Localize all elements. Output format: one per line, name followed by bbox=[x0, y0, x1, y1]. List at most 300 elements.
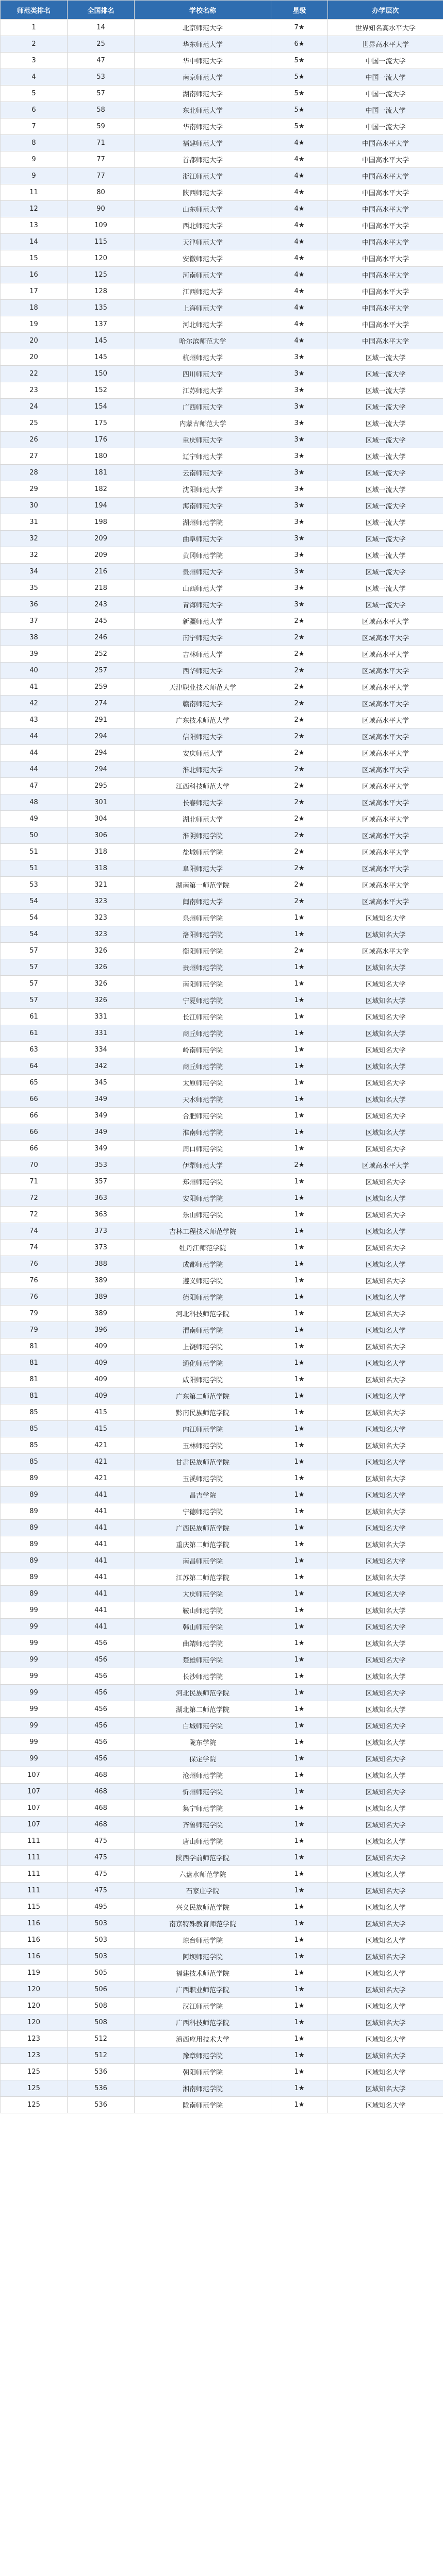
table-row bbox=[1, 1965, 443, 1981]
cell-national-rank: 243 bbox=[68, 597, 135, 613]
cell-star-level: 2★ bbox=[271, 663, 328, 679]
cell-school-name: 岭南师范学院 bbox=[135, 1042, 271, 1058]
cell-school-tier: 区域知名大学 bbox=[328, 1536, 443, 1553]
cell-star-level: 7★ bbox=[271, 20, 328, 36]
table-row bbox=[1, 679, 443, 696]
cell-star-level: 1★ bbox=[271, 976, 328, 992]
cell-star-level: 2★ bbox=[271, 712, 328, 728]
cell-teacher-rank: 9 bbox=[1, 151, 68, 168]
cell-teacher-rank: 81 bbox=[1, 1338, 68, 1355]
cell-school-name: 南阳师范学院 bbox=[135, 976, 271, 992]
cell-teacher-rank: 71 bbox=[1, 1174, 68, 1190]
cell-school-tier: 区域高水平大学 bbox=[328, 893, 443, 910]
cell-teacher-rank: 5 bbox=[1, 86, 68, 102]
cell-school-name: 海南师范大学 bbox=[135, 498, 271, 514]
cell-national-rank: 505 bbox=[68, 1965, 135, 1981]
cell-school-name: 通化师范学院 bbox=[135, 1355, 271, 1371]
cell-teacher-rank: 125 bbox=[1, 2064, 68, 2080]
cell-national-rank: 441 bbox=[68, 1586, 135, 1602]
table-row bbox=[1, 1174, 443, 1190]
cell-star-level: 4★ bbox=[271, 217, 328, 234]
table-row bbox=[1, 86, 443, 102]
cell-school-name: 滇西应用技术大学 bbox=[135, 2031, 271, 2047]
cell-teacher-rank: 107 bbox=[1, 1817, 68, 1833]
cell-school-tier: 区域一流大学 bbox=[328, 349, 443, 366]
cell-school-tier: 中国高水平大学 bbox=[328, 283, 443, 300]
cell-school-name: 黄冈师范学院 bbox=[135, 547, 271, 564]
table-row bbox=[1, 1141, 443, 1157]
cell-national-rank: 326 bbox=[68, 976, 135, 992]
table-row bbox=[1, 481, 443, 498]
cell-star-level: 1★ bbox=[271, 1883, 328, 1899]
cell-teacher-rank: 111 bbox=[1, 1883, 68, 1899]
cell-school-tier: 区域知名大学 bbox=[328, 1355, 443, 1371]
table-row bbox=[1, 1800, 443, 1817]
cell-school-name: 内蒙古师范大学 bbox=[135, 415, 271, 432]
cell-school-tier: 区域一流大学 bbox=[328, 531, 443, 547]
cell-star-level: 3★ bbox=[271, 564, 328, 580]
cell-national-rank: 373 bbox=[68, 1223, 135, 1240]
cell-national-rank: 345 bbox=[68, 1075, 135, 1091]
cell-school-name: 杭州师范大学 bbox=[135, 349, 271, 366]
cell-teacher-rank: 116 bbox=[1, 1916, 68, 1932]
cell-national-rank: 536 bbox=[68, 2080, 135, 2097]
table-row bbox=[1, 2031, 443, 2047]
cell-school-tier: 中国高水平大学 bbox=[328, 267, 443, 283]
cell-school-tier: 区域高水平大学 bbox=[328, 844, 443, 860]
cell-school-tier: 区域知名大学 bbox=[328, 1256, 443, 1273]
cell-star-level: 1★ bbox=[271, 1421, 328, 1437]
cell-teacher-rank: 99 bbox=[1, 1701, 68, 1718]
cell-school-tier: 区域知名大学 bbox=[328, 1817, 443, 1833]
cell-star-level: 5★ bbox=[271, 118, 328, 135]
cell-national-rank: 506 bbox=[68, 1981, 135, 1998]
cell-national-rank: 125 bbox=[68, 267, 135, 283]
cell-teacher-rank: 76 bbox=[1, 1273, 68, 1289]
cell-school-tier: 世界知名高水平大学 bbox=[328, 20, 443, 36]
cell-school-tier: 区域一流大学 bbox=[328, 465, 443, 481]
cell-teacher-rank: 8 bbox=[1, 135, 68, 151]
table-row bbox=[1, 184, 443, 201]
cell-school-name: 华东师范大学 bbox=[135, 36, 271, 53]
table-row bbox=[1, 531, 443, 547]
cell-school-tier: 区域知名大学 bbox=[328, 1586, 443, 1602]
cell-school-name: 牡丹江师范学院 bbox=[135, 1240, 271, 1256]
cell-school-name: 安阳师范学院 bbox=[135, 1190, 271, 1207]
cell-school-name: 遵义师范学院 bbox=[135, 1273, 271, 1289]
table-row bbox=[1, 1833, 443, 1850]
cell-school-tier: 区域知名大学 bbox=[328, 1520, 443, 1536]
table-row bbox=[1, 564, 443, 580]
cell-school-tier: 区域一流大学 bbox=[328, 597, 443, 613]
cell-national-rank: 331 bbox=[68, 1025, 135, 1042]
cell-school-tier: 区域知名大学 bbox=[328, 1668, 443, 1685]
cell-teacher-rank: 54 bbox=[1, 893, 68, 910]
cell-national-rank: 209 bbox=[68, 531, 135, 547]
cell-school-tier: 中国高水平大学 bbox=[328, 135, 443, 151]
table-row bbox=[1, 1998, 443, 2014]
table-row bbox=[1, 1635, 443, 1652]
cell-star-level: 1★ bbox=[271, 2014, 328, 2031]
cell-teacher-rank: 51 bbox=[1, 844, 68, 860]
cell-school-tier: 区域知名大学 bbox=[328, 1899, 443, 1916]
cell-school-tier: 区域知名大学 bbox=[328, 1619, 443, 1635]
cell-teacher-rank: 107 bbox=[1, 1800, 68, 1817]
table-row bbox=[1, 1289, 443, 1306]
cell-school-name: 信阳师范大学 bbox=[135, 728, 271, 745]
cell-star-level: 1★ bbox=[271, 1850, 328, 1866]
cell-teacher-rank: 37 bbox=[1, 613, 68, 630]
cell-star-level: 1★ bbox=[271, 1569, 328, 1586]
cell-star-level: 1★ bbox=[271, 1866, 328, 1883]
cell-school-name: 甘肃民族师范学院 bbox=[135, 1454, 271, 1470]
cell-star-level: 1★ bbox=[271, 1437, 328, 1454]
table-row bbox=[1, 1866, 443, 1883]
cell-teacher-rank: 99 bbox=[1, 1751, 68, 1767]
cell-school-name: 泉州师范学院 bbox=[135, 910, 271, 926]
cell-school-tier: 区域知名大学 bbox=[328, 2064, 443, 2080]
cell-star-level: 1★ bbox=[271, 2080, 328, 2097]
table-row bbox=[1, 36, 443, 53]
cell-star-level: 1★ bbox=[271, 1322, 328, 1338]
table-row bbox=[1, 1981, 443, 1998]
cell-school-tier: 区域知名大学 bbox=[328, 1602, 443, 1619]
cell-national-rank: 80 bbox=[68, 184, 135, 201]
cell-teacher-rank: 66 bbox=[1, 1091, 68, 1108]
cell-teacher-rank: 66 bbox=[1, 1124, 68, 1141]
cell-star-level: 1★ bbox=[271, 1932, 328, 1948]
cell-teacher-rank: 28 bbox=[1, 465, 68, 481]
cell-school-name: 新疆师范大学 bbox=[135, 613, 271, 630]
table-row bbox=[1, 1240, 443, 1256]
table-row bbox=[1, 597, 443, 613]
cell-star-level: 4★ bbox=[271, 184, 328, 201]
cell-teacher-rank: 89 bbox=[1, 1536, 68, 1553]
cell-school-name: 渭南师范学院 bbox=[135, 1322, 271, 1338]
cell-star-level: 2★ bbox=[271, 778, 328, 794]
cell-school-tier: 区域一流大学 bbox=[328, 547, 443, 564]
table-row bbox=[1, 498, 443, 514]
cell-teacher-rank: 111 bbox=[1, 1850, 68, 1866]
cell-school-name: 湘南师范学院 bbox=[135, 2080, 271, 2097]
table-row bbox=[1, 1108, 443, 1124]
table-row bbox=[1, 118, 443, 135]
cell-star-level: 1★ bbox=[271, 1602, 328, 1619]
table-row bbox=[1, 1157, 443, 1174]
cell-school-tier: 区域知名大学 bbox=[328, 1734, 443, 1751]
cell-school-tier: 区域知名大学 bbox=[328, 1569, 443, 1586]
table-row bbox=[1, 1932, 443, 1948]
cell-star-level: 1★ bbox=[271, 1503, 328, 1520]
cell-star-level: 1★ bbox=[271, 1207, 328, 1223]
cell-teacher-rank: 107 bbox=[1, 1784, 68, 1800]
cell-school-tier: 区域知名大学 bbox=[328, 910, 443, 926]
cell-national-rank: 120 bbox=[68, 250, 135, 267]
cell-school-name: 安庆师范大学 bbox=[135, 745, 271, 761]
cell-school-name: 成都师范学院 bbox=[135, 1256, 271, 1273]
cell-teacher-rank: 26 bbox=[1, 432, 68, 448]
cell-teacher-rank: 51 bbox=[1, 860, 68, 877]
cell-national-rank: 245 bbox=[68, 613, 135, 630]
cell-school-name: 唐山师范学院 bbox=[135, 1833, 271, 1850]
cell-teacher-rank: 65 bbox=[1, 1075, 68, 1091]
cell-star-level: 4★ bbox=[271, 283, 328, 300]
cell-star-level: 1★ bbox=[271, 1767, 328, 1784]
cell-star-level: 1★ bbox=[271, 1141, 328, 1157]
cell-national-rank: 216 bbox=[68, 564, 135, 580]
cell-school-name: 宁夏师范学院 bbox=[135, 992, 271, 1009]
cell-star-level: 3★ bbox=[271, 366, 328, 382]
cell-school-name: 内江师范学院 bbox=[135, 1421, 271, 1437]
cell-star-level: 3★ bbox=[271, 465, 328, 481]
cell-school-name: 韩山师范学院 bbox=[135, 1619, 271, 1635]
cell-star-level: 1★ bbox=[271, 1685, 328, 1701]
cell-school-tier: 区域高水平大学 bbox=[328, 728, 443, 745]
cell-national-rank: 176 bbox=[68, 432, 135, 448]
cell-star-level: 3★ bbox=[271, 514, 328, 531]
cell-teacher-rank: 64 bbox=[1, 1058, 68, 1075]
cell-national-rank: 47 bbox=[68, 53, 135, 69]
cell-teacher-rank: 3 bbox=[1, 53, 68, 69]
cell-national-rank: 415 bbox=[68, 1404, 135, 1421]
cell-star-level: 4★ bbox=[271, 250, 328, 267]
cell-school-tier: 区域知名大学 bbox=[328, 1141, 443, 1157]
cell-national-rank: 145 bbox=[68, 333, 135, 349]
cell-school-name: 衡阳师范学院 bbox=[135, 943, 271, 959]
cell-star-level: 1★ bbox=[271, 1338, 328, 1355]
cell-star-level: 6★ bbox=[271, 36, 328, 53]
cell-star-level: 1★ bbox=[271, 1536, 328, 1553]
cell-national-rank: 71 bbox=[68, 135, 135, 151]
cell-star-level: 4★ bbox=[271, 267, 328, 283]
cell-teacher-rank: 89 bbox=[1, 1553, 68, 1569]
cell-school-tier: 区域知名大学 bbox=[328, 1306, 443, 1322]
cell-school-name: 西北师范大学 bbox=[135, 217, 271, 234]
cell-national-rank: 194 bbox=[68, 498, 135, 514]
cell-national-rank: 77 bbox=[68, 151, 135, 168]
cell-school-tier: 区域知名大学 bbox=[328, 1866, 443, 1883]
table-row bbox=[1, 1404, 443, 1421]
cell-school-tier: 区域知名大学 bbox=[328, 1207, 443, 1223]
cell-school-name: 陇南师范学院 bbox=[135, 2097, 271, 2113]
cell-national-rank: 349 bbox=[68, 1108, 135, 1124]
cell-school-tier: 中国高水平大学 bbox=[328, 300, 443, 316]
cell-national-rank: 441 bbox=[68, 1553, 135, 1569]
table-row bbox=[1, 1454, 443, 1470]
cell-school-name: 阿坝师范学院 bbox=[135, 1948, 271, 1965]
cell-national-rank: 456 bbox=[68, 1701, 135, 1718]
cell-school-tier: 区域高水平大学 bbox=[328, 745, 443, 761]
cell-school-tier: 区域知名大学 bbox=[328, 1058, 443, 1075]
cell-school-name: 湖南第一师范学院 bbox=[135, 877, 271, 893]
table-row bbox=[1, 1322, 443, 1338]
cell-teacher-rank: 19 bbox=[1, 316, 68, 333]
cell-school-tier: 中国高水平大学 bbox=[328, 168, 443, 184]
cell-school-tier: 区域知名大学 bbox=[328, 1751, 443, 1767]
cell-star-level: 2★ bbox=[271, 811, 328, 827]
cell-school-name: 郑州师范学院 bbox=[135, 1174, 271, 1190]
cell-school-name: 陕西师范大学 bbox=[135, 184, 271, 201]
cell-school-name: 曲阜师范大学 bbox=[135, 531, 271, 547]
cell-star-level: 1★ bbox=[271, 926, 328, 943]
cell-school-tier: 区域知名大学 bbox=[328, 1635, 443, 1652]
cell-star-level: 1★ bbox=[271, 1784, 328, 1800]
cell-teacher-rank: 41 bbox=[1, 679, 68, 696]
cell-teacher-rank: 99 bbox=[1, 1685, 68, 1701]
cell-school-name: 北京师范大学 bbox=[135, 20, 271, 36]
cell-school-tier: 区域知名大学 bbox=[328, 1767, 443, 1784]
cell-teacher-rank: 34 bbox=[1, 564, 68, 580]
cell-school-name: 上海师范大学 bbox=[135, 300, 271, 316]
cell-teacher-rank: 79 bbox=[1, 1322, 68, 1338]
cell-teacher-rank: 11 bbox=[1, 184, 68, 201]
cell-school-name: 宁德师范学院 bbox=[135, 1503, 271, 1520]
cell-school-tier: 区域知名大学 bbox=[328, 926, 443, 943]
table-row bbox=[1, 20, 443, 36]
cell-star-level: 1★ bbox=[271, 1174, 328, 1190]
cell-school-name: 沧州师范学院 bbox=[135, 1767, 271, 1784]
table-row bbox=[1, 349, 443, 366]
table-row bbox=[1, 1718, 443, 1734]
cell-school-tier: 区域知名大学 bbox=[328, 1338, 443, 1355]
table-row bbox=[1, 1536, 443, 1553]
cell-national-rank: 441 bbox=[68, 1602, 135, 1619]
table-row bbox=[1, 283, 443, 300]
cell-school-name: 南昌师范学院 bbox=[135, 1553, 271, 1569]
cell-school-name: 天津职业技术师范大学 bbox=[135, 679, 271, 696]
table-row bbox=[1, 382, 443, 399]
table-row bbox=[1, 1355, 443, 1371]
cell-national-rank: 25 bbox=[68, 36, 135, 53]
cell-school-tier: 区域知名大学 bbox=[328, 1833, 443, 1850]
table-row bbox=[1, 1058, 443, 1075]
table-row bbox=[1, 217, 443, 234]
cell-star-level: 2★ bbox=[271, 646, 328, 663]
cell-national-rank: 421 bbox=[68, 1437, 135, 1454]
cell-teacher-rank: 99 bbox=[1, 1635, 68, 1652]
cell-national-rank: 441 bbox=[68, 1520, 135, 1536]
cell-teacher-rank: 81 bbox=[1, 1355, 68, 1371]
cell-teacher-rank: 57 bbox=[1, 976, 68, 992]
cell-school-name: 赣南师范大学 bbox=[135, 696, 271, 712]
cell-teacher-rank: 27 bbox=[1, 448, 68, 465]
cell-teacher-rank: 99 bbox=[1, 1668, 68, 1685]
cell-star-level: 2★ bbox=[271, 630, 328, 646]
cell-school-tier: 区域一流大学 bbox=[328, 382, 443, 399]
cell-school-name: 广东技术师范大学 bbox=[135, 712, 271, 728]
cell-school-tier: 区域一流大学 bbox=[328, 514, 443, 531]
cell-school-name: 青海师范大学 bbox=[135, 597, 271, 613]
cell-school-name: 合肥师范学院 bbox=[135, 1108, 271, 1124]
cell-school-name: 广西科技师范学院 bbox=[135, 2014, 271, 2031]
cell-national-rank: 209 bbox=[68, 547, 135, 564]
table-row bbox=[1, 1487, 443, 1503]
cell-teacher-rank: 39 bbox=[1, 646, 68, 663]
cell-school-tier: 中国高水平大学 bbox=[328, 316, 443, 333]
cell-national-rank: 334 bbox=[68, 1042, 135, 1058]
cell-school-name: 湖北第二师范学院 bbox=[135, 1701, 271, 1718]
cell-national-rank: 508 bbox=[68, 2014, 135, 2031]
table-row bbox=[1, 234, 443, 250]
cell-school-name: 鞍山师范学院 bbox=[135, 1602, 271, 1619]
cell-star-level: 1★ bbox=[271, 2047, 328, 2064]
table-row bbox=[1, 1553, 443, 1569]
cell-school-tier: 区域知名大学 bbox=[328, 1916, 443, 1932]
cell-star-level: 1★ bbox=[271, 1306, 328, 1322]
cell-national-rank: 252 bbox=[68, 646, 135, 663]
table-row bbox=[1, 1701, 443, 1718]
cell-star-level: 1★ bbox=[271, 1899, 328, 1916]
cell-national-rank: 396 bbox=[68, 1322, 135, 1338]
table-row bbox=[1, 910, 443, 926]
cell-school-name: 阜阳师范大学 bbox=[135, 860, 271, 877]
cell-star-level: 4★ bbox=[271, 168, 328, 184]
cell-school-name: 重庆师范大学 bbox=[135, 432, 271, 448]
cell-national-rank: 468 bbox=[68, 1767, 135, 1784]
cell-school-tier: 区域知名大学 bbox=[328, 1025, 443, 1042]
cell-school-tier: 区域知名大学 bbox=[328, 1322, 443, 1338]
cell-national-rank: 475 bbox=[68, 1833, 135, 1850]
cell-star-level: 3★ bbox=[271, 432, 328, 448]
cell-national-rank: 58 bbox=[68, 102, 135, 118]
cell-national-rank: 441 bbox=[68, 1536, 135, 1553]
cell-school-name: 太原师范学院 bbox=[135, 1075, 271, 1091]
cell-school-tier: 区域知名大学 bbox=[328, 1091, 443, 1108]
cell-national-rank: 294 bbox=[68, 728, 135, 745]
cell-school-name: 集宁师范学院 bbox=[135, 1800, 271, 1817]
cell-teacher-rank: 61 bbox=[1, 1025, 68, 1042]
cell-star-level: 1★ bbox=[271, 1470, 328, 1487]
table-row bbox=[1, 2014, 443, 2031]
table-row bbox=[1, 1421, 443, 1437]
cell-teacher-rank: 6 bbox=[1, 102, 68, 118]
cell-school-name: 辽宁师范大学 bbox=[135, 448, 271, 465]
cell-star-level: 4★ bbox=[271, 151, 328, 168]
cell-school-name: 贵州师范学院 bbox=[135, 959, 271, 976]
table-row bbox=[1, 630, 443, 646]
table-row bbox=[1, 976, 443, 992]
table-row bbox=[1, 1784, 443, 1800]
cell-star-level: 2★ bbox=[271, 893, 328, 910]
cell-star-level: 3★ bbox=[271, 382, 328, 399]
cell-teacher-rank: 54 bbox=[1, 926, 68, 943]
cell-star-level: 1★ bbox=[271, 1223, 328, 1240]
cell-national-rank: 150 bbox=[68, 366, 135, 382]
table-row bbox=[1, 663, 443, 679]
cell-national-rank: 456 bbox=[68, 1734, 135, 1751]
cell-school-name: 河北民族师范学院 bbox=[135, 1685, 271, 1701]
cell-school-name: 石家庄学院 bbox=[135, 1883, 271, 1899]
cell-school-tier: 中国高水平大学 bbox=[328, 184, 443, 201]
table-row bbox=[1, 1751, 443, 1767]
cell-star-level: 3★ bbox=[271, 498, 328, 514]
table-row bbox=[1, 1602, 443, 1619]
cell-school-tier: 区域一流大学 bbox=[328, 498, 443, 514]
cell-star-level: 1★ bbox=[271, 2097, 328, 2113]
cell-star-level: 1★ bbox=[271, 2031, 328, 2047]
cell-star-level: 1★ bbox=[271, 1619, 328, 1635]
cell-teacher-rank: 47 bbox=[1, 778, 68, 794]
cell-national-rank: 152 bbox=[68, 382, 135, 399]
cell-national-rank: 77 bbox=[68, 168, 135, 184]
cell-teacher-rank: 63 bbox=[1, 1042, 68, 1058]
cell-school-tier: 区域高水平大学 bbox=[328, 860, 443, 877]
cell-teacher-rank: 16 bbox=[1, 267, 68, 283]
cell-national-rank: 331 bbox=[68, 1009, 135, 1025]
table-row bbox=[1, 778, 443, 794]
cell-star-level: 1★ bbox=[271, 1965, 328, 1981]
cell-school-tier: 区域高水平大学 bbox=[328, 663, 443, 679]
